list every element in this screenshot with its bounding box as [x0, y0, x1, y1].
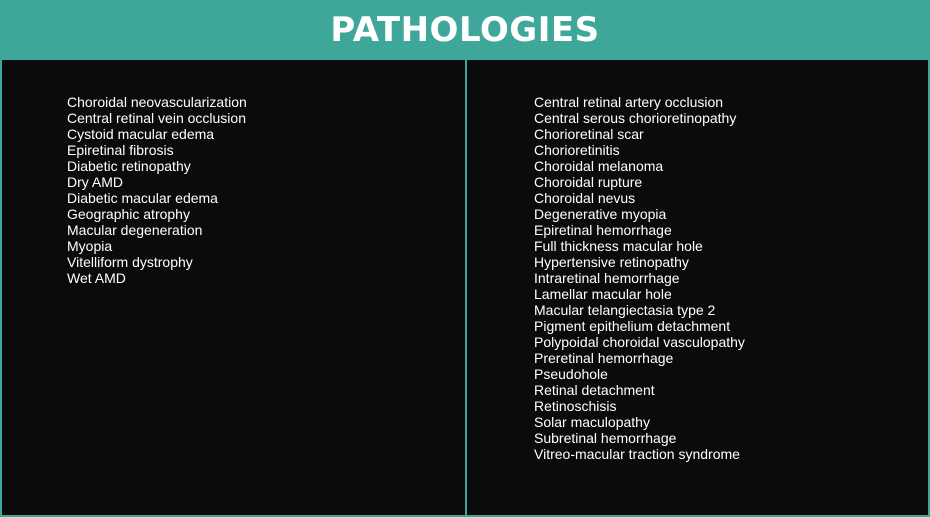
- list-item: Choroidal neovascularization: [67, 94, 247, 110]
- list-item: Choroidal melanoma: [534, 158, 664, 174]
- list-item: Diabetic macular edema: [67, 190, 218, 206]
- list-item: Choroidal nevus: [534, 190, 636, 206]
- list-item: Geographic atrophy: [67, 206, 190, 222]
- list-item: Intraretinal hemorrhage: [534, 270, 680, 286]
- list-item: Chorioretinal scar: [534, 126, 644, 142]
- list-item: Subretinal hemorrhage: [534, 430, 677, 446]
- list-item: Retinal detachment: [534, 382, 655, 398]
- header-bar: [2, 2, 928, 58]
- list-item: Myopia: [67, 238, 113, 254]
- list-item: Epiretinal hemorrhage: [534, 222, 672, 238]
- list-item: Vitreo-macular traction syndrome: [534, 446, 740, 462]
- list-item: Full thickness macular hole: [534, 238, 703, 254]
- list-item: Solar maculopathy: [534, 414, 650, 430]
- list-item: Lamellar macular hole: [534, 286, 672, 302]
- list-item: Dry AMD: [67, 174, 123, 190]
- list-item: Central serous chorioretinopathy: [534, 110, 737, 126]
- list-item: Preretinal hemorrhage: [534, 350, 674, 366]
- list-item: Pseudohole: [534, 366, 608, 382]
- list-item: Hypertensive retinopathy: [534, 254, 689, 270]
- list-item: Choroidal rupture: [534, 174, 643, 190]
- list-item: Central retinal vein occlusion: [67, 110, 246, 126]
- list-item: Diabetic retinopathy: [67, 158, 191, 174]
- list-item: Chorioretinitis: [534, 142, 620, 158]
- list-item: Degenerative myopia: [534, 206, 667, 222]
- list-item: Polypoidal choroidal vasculopathy: [534, 334, 745, 350]
- list-item: Retinoschisis: [534, 398, 617, 414]
- right-pathology-list: [534, 94, 745, 462]
- page-title: PATHOLOGIES: [330, 10, 600, 50]
- list-item: Pigment epithelium detachment: [534, 318, 731, 334]
- list-item: Central retinal artery occlusion: [534, 94, 724, 110]
- list-item: Epiretinal fibrosis: [67, 142, 174, 158]
- list-item: Cystoid macular edema: [67, 126, 215, 142]
- list-item: Macular degeneration: [67, 222, 203, 238]
- list-item: Macular telangiectasia type 2: [534, 302, 716, 318]
- list-item: Wet AMD: [67, 270, 126, 286]
- left-pathology-list: [67, 94, 247, 286]
- list-item: Vitelliform dystrophy: [67, 254, 193, 270]
- column-divider: [465, 60, 467, 515]
